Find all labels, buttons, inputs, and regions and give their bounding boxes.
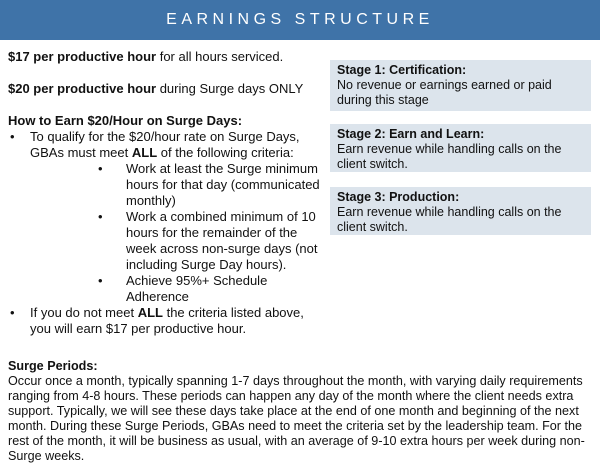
surge-rate: [8, 81, 320, 97]
surge-rate-amount: $20 per productive hour: [8, 81, 157, 96]
surge-text: Occur once a month, typically spanning 1-7 days throughout the month, with varying daily requirements ranging from 4-8 hours. These periods can happen any day of the month where the client needs extra support. Typically, we will see these days take place at the end of one month and beginning of the next month. During these Surge Periods, GBAs need to meet the criteria set by the leadership team. For the rest of the month, it will be business as usual, with an average of 9-10 extra hours per week during non-Surge weeks.: [8, 374, 585, 463]
criteria-list: [30, 161, 320, 305]
surge-periods-section: [8, 359, 594, 464]
stage-title: Stage 2: Earn and Learn:: [337, 127, 485, 141]
standard-rate-amount: $17 per productive hour: [8, 49, 157, 64]
bullet1-text-end: of the following criteria:: [157, 145, 294, 160]
stage-text: Earn revenue while handling calls on the client switch.: [337, 142, 562, 171]
bullet2-text-end: the criteria listed above, you will earn $17 per productive hour.: [30, 305, 304, 336]
standard-rate-desc: for all hours serviced.: [156, 49, 284, 64]
section-title: EARNINGS STRUCTURE: [166, 11, 434, 28]
stage-title: Stage 1: Certification:: [337, 63, 467, 77]
list-item: [8, 129, 320, 305]
stage-text: No revenue or earnings earned or paid during this stage: [337, 78, 552, 107]
howto-title: How to Earn $20/Hour on Surge Days:: [8, 113, 243, 128]
stage-text: Earn revenue while handling calls on the client switch.: [337, 205, 562, 234]
criteria-item: • Work a combined minimum of 10 hours for the remainder of the week across non-surge days (not including Surge Day hours).: [30, 209, 320, 273]
stage-2-box: [330, 124, 591, 172]
standard-rate: [8, 49, 320, 65]
rates-column: [8, 49, 320, 337]
howto-list: [8, 129, 320, 337]
list-item: [8, 305, 320, 337]
criteria-item: • Work at least the Surge minimum hours for that day (communicated monthly): [30, 161, 320, 209]
stage-1-box: [330, 60, 591, 111]
stage-title: Stage 3: Production:: [337, 190, 460, 204]
stage-3-box: [330, 187, 591, 235]
section-header: [0, 0, 600, 40]
surge-title: Surge Periods:: [8, 359, 98, 373]
bullet2-emphasis: ALL: [137, 305, 163, 320]
bullet1-text: To qualify for the $20/hour rate on Surge Days, GBAs must meet: [30, 129, 300, 160]
surge-rate-desc: during Surge days ONLY: [156, 81, 304, 96]
criteria-item: • Achieve 95%+ Schedule Adherence: [30, 273, 320, 305]
bullet1-emphasis: ALL: [131, 145, 158, 160]
bullet2-text: If you do not meet: [30, 305, 138, 320]
